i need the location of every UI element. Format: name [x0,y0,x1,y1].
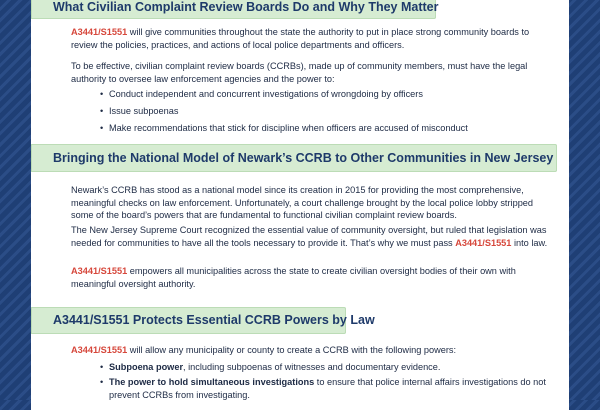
list-item: • Conduct independent and concurrent investigations of wrongdoing by officers [109,88,549,101]
list-item: • Make recommendations that stick for discipline when officers are accused of misconduct [109,122,549,135]
section-1-paragraph-2: To be effective, civilian complaint review boards (CCRBs), made up of community members, must have the legal authority to oversee law enforcement agencies and the power to: [71,61,528,84]
section-2-paragraph-2: The New Jersey Supreme Court recognized the essential value of community oversight, but ruled that legislation was needed for communities to have all the tools necessary to provide it. That’s why we must pass A3441/S1551 into law. [71,225,548,248]
section-1-heading: What Civilian Complaint Review Boards Do and Why They Matter [31,0,436,19]
list-item: • Subpoena power, including subpoenas of witnesses and documentary evidence. [109,361,549,374]
section-3-heading: A3441/S1551 Protects Essential CCRB Powers by Law [31,307,346,334]
fact-sheet-card [31,0,569,410]
section-3-paragraph-1: A3441/S1551 will allow any municipality or county to create a CCRB with the following powers: [71,345,457,355]
section-2-heading: Bringing the National Model of Newark’s CCRB to Other Communities in New Jersey [31,144,557,172]
bill-number: A3441/S1551 [71,266,128,276]
bill-number: A3441/S1551 [455,237,512,248]
bill-number: A3441/S1551 [71,345,128,355]
bill-number: A3441/S1551 [71,27,128,37]
section-1-paragraph-1: A3441/S1551 will give communities throughout the state the authority to put in place strong community boards to review the policies, practices, and actions of local police departments and officers. [71,27,530,50]
list-item: • Issue subpoenas [109,105,549,118]
list-item: • The power to hold simultaneous investigations to ensure that police internal affairs investigations do not prevent CCRBs from investigating. [109,376,549,401]
section-2-paragraph-3: A3441/S1551 empowers all municipalities across the state to create civilian oversight bodies of their own with meaningful oversight authority. [71,266,516,289]
section-2-paragraph-1: Newark’s CCRB has stood as a national model since its creation in 2015 for providing the most comprehensive, meaningful checks on law enforcement. Unfortunately, a court challenge brought by the local police lobby stripped some of the board’s powers that are fundamental to functional civilian complaint review boards. [71,185,534,221]
